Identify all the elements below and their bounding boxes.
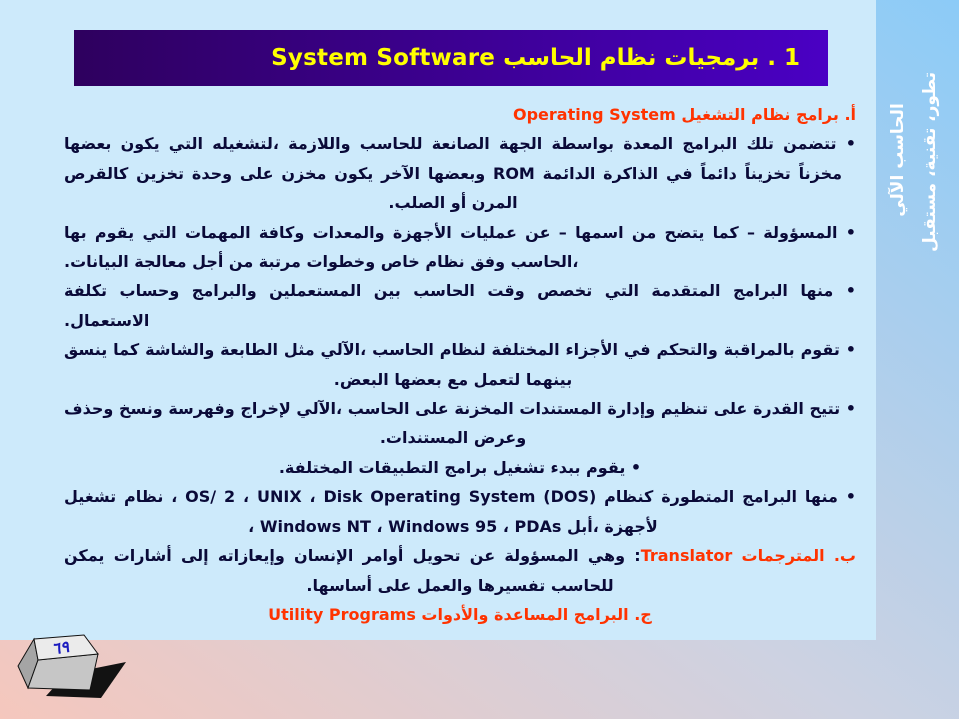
paragraph-b5 [64, 394, 856, 453]
bullet-icon: • [833, 281, 857, 301]
body-text [64, 100, 856, 629]
text-run: المسؤولة – كما يتضح من اسمها – عن عمليات الأجهزة والمعدات وكافة المهمات التي يقوم بها ،الحاسب وفق نظام خاص وخطوات مرتبة من أجل معالجة البيانات. [64, 222, 838, 272]
page-number-keycap[interactable] [6, 630, 136, 709]
paragraph-b2 [64, 218, 856, 277]
bullet-icon: • [839, 340, 856, 360]
bullet-icon: • [837, 222, 857, 242]
text-run: ب. المترجمات Translator [640, 546, 856, 566]
paragraph-b1 [64, 129, 856, 217]
text-run: تتضمن تلك البرامج المعدة بواسطة الجهة الصانعة للحاسب واللازمة ،لتشغيله التي يكون بعضها مخزناً تخزيناً دائماً في الذاكرة الدائمة ROM وبعضها الآخر يكون مخزن على وحدة تخزين كالقرص المرن أو الصلب. [64, 134, 843, 213]
paragraph-hC [64, 600, 856, 629]
text-run: أ. برامج نظام التشغيل Operating System [513, 105, 856, 124]
slide-title: 1 . برمجيات نظام الحاسب System Software [271, 45, 800, 71]
text-run: : وهي المسؤولة عن تحويل أوامر الإنسان وإيعازاته إلى أشارات يمكن للحاسب تفسيرها والعمل على أساسها. [64, 546, 641, 595]
text-run: يقوم ببدء تشغيل برامج التطبيقات المختلفة. [278, 457, 626, 477]
paragraph-b3 [64, 276, 856, 335]
bullet-icon: • [840, 399, 857, 419]
sidebar-label-tagline: تطور، تقنية، مستقبل [920, 71, 940, 253]
title-bar [74, 30, 828, 86]
bullet-icon: • [837, 487, 856, 507]
bullet-icon: • [625, 457, 642, 477]
bullet-icon: • [836, 134, 857, 154]
text-run: تتيح القدرة على تنظيم وإدارة المستندات المخزنة على الحاسب ،الآلي لإخراج وفهرسة ونسخ وحذف وعرض المستندات. [64, 399, 841, 448]
paragraph-b4 [64, 335, 856, 394]
text-run: تقوم بالمراقبة والتحكم في الأجزاء المختلفة لنظام الحاسب ،الآلي مثل الطابعة والشاشة كما ينسق بينهما لتعمل مع بعضها البعض. [64, 340, 840, 389]
page-number: ٦٩ [50, 636, 71, 659]
text-run: منها البرامج المتطورة كنظام OS/ 2 ، UNIX ، Disk Operating System (DOS) ، نظام تشغيل لأجهزة ،أبل Windows NT ، Windows 95 ، PDAs ، [64, 487, 838, 536]
sidebar-label-computer: الحاسب الآلي [888, 103, 908, 217]
paragraph-b6 [64, 453, 856, 482]
paragraph-hA [64, 100, 856, 129]
paragraph-hB [64, 541, 856, 600]
text-run: ج. البرامج المساعدة والأدوات Utility Programs [268, 604, 652, 624]
text-run: منها البرامج المتقدمة التي تخصص وقت الحاسب بين المستعملين والبرامج وحساب تكلفة الاستعمال. [64, 281, 834, 330]
keycap-icon [6, 630, 136, 705]
paragraph-b7 [64, 482, 856, 541]
